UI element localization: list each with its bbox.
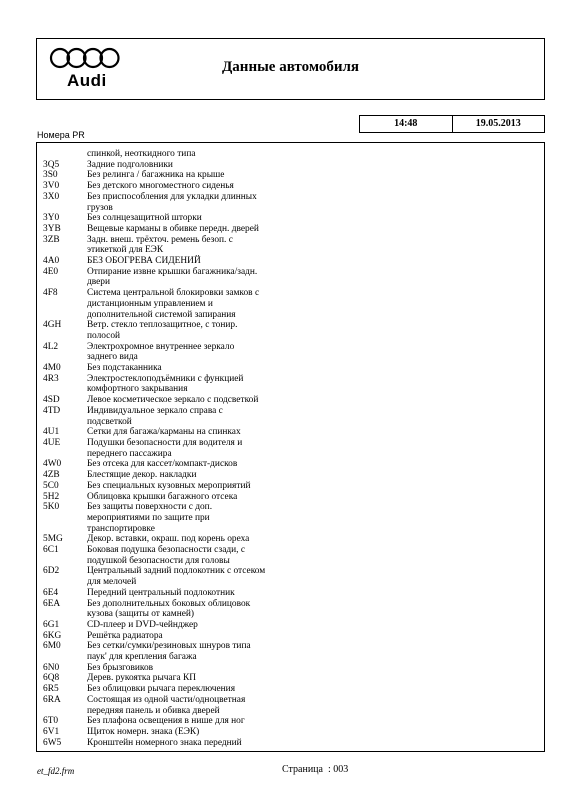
- table-row: [43, 588, 540, 599]
- pr-description: для мелочей: [87, 577, 137, 588]
- pr-description: Кронштейн номерного знака передний: [87, 737, 242, 748]
- timestamp-box: [359, 115, 545, 133]
- table-row: [43, 577, 540, 588]
- print-time: 14:48: [360, 116, 453, 132]
- pr-description: Левое косметическое зеркало с подсветкой: [87, 395, 259, 406]
- pr-description: этикеткой для ЕЭК: [87, 245, 164, 256]
- pr-description: спинкой, неоткидного типа: [87, 149, 196, 159]
- table-row: [43, 310, 540, 321]
- pr-code: 4GH: [43, 320, 62, 331]
- pr-description: Сетки для багажа/карманы на спинках: [87, 427, 241, 438]
- pr-code: 6G1: [43, 619, 60, 630]
- table-row: [43, 149, 540, 160]
- table-row: [43, 427, 540, 438]
- pr-description: паук' для крепления багажа: [87, 652, 197, 663]
- table-row: [43, 374, 540, 385]
- pr-description: Без солнцезащитной шторки: [87, 213, 202, 224]
- pr-code: 6N0: [43, 662, 60, 673]
- pr-description: подушкой безопасности для головы: [87, 555, 230, 566]
- pr-code: [43, 449, 87, 460]
- pr-code: [43, 513, 87, 524]
- pr-description: Блестящие декор. накладки: [87, 470, 197, 481]
- pr-code: [43, 310, 87, 321]
- table-row: [43, 652, 540, 663]
- table-row: [43, 352, 540, 363]
- table-row: [43, 684, 540, 695]
- table-row: [43, 288, 540, 299]
- pr-description: переднего пассажира: [87, 448, 172, 459]
- table-row: [43, 545, 540, 556]
- pr-description: Декор. вставки, окраш. под корень ореха: [87, 534, 250, 545]
- pr-code: [43, 352, 87, 363]
- table-row: [43, 706, 540, 717]
- table-row: [43, 203, 540, 214]
- table-row: [43, 299, 540, 310]
- table-row: [43, 438, 540, 449]
- pr-code: [43, 652, 87, 663]
- section-label: Номера PR: [37, 130, 85, 140]
- pr-code: 6E4: [43, 587, 59, 598]
- pr-description: Ветр. стекло теплозащитное, с тонир.: [87, 320, 238, 331]
- pr-description: Электростеклоподъёмники с функцией: [87, 373, 244, 384]
- pr-code: 6R5: [43, 684, 59, 695]
- table-row: [43, 609, 540, 620]
- header-frame: [36, 38, 545, 100]
- form-id: et_fd2.frm: [37, 766, 75, 776]
- pr-description: Решётка радиатора: [87, 630, 163, 641]
- pr-description: Задние подголовники: [87, 159, 173, 170]
- pr-code: [43, 417, 87, 428]
- table-row: [43, 502, 540, 513]
- pr-description: Без приспособления для укладки длинных: [87, 191, 257, 202]
- pr-code-table: [36, 142, 545, 752]
- pr-description: транспортировке: [87, 523, 155, 534]
- pr-code: 5C0: [43, 480, 59, 491]
- pr-description: Без детского многоместного сиденья: [87, 181, 234, 192]
- pr-code: 5K0: [43, 502, 60, 513]
- pr-description: Без облицовки рычага переключения: [87, 684, 236, 695]
- table-row: [43, 245, 540, 256]
- brand-wordmark: Audi: [67, 71, 107, 90]
- table-row: [43, 620, 540, 631]
- pr-code: 5H2: [43, 491, 60, 502]
- pr-description: подсветкой: [87, 416, 132, 427]
- pr-description: Без специальных кузовных мероприятий: [87, 480, 251, 491]
- pr-code: [43, 245, 87, 256]
- pr-code: 6V1: [43, 726, 60, 737]
- pr-code: 4E0: [43, 266, 59, 277]
- table-row: [43, 673, 540, 684]
- table-row: [43, 363, 540, 374]
- table-row: [43, 170, 540, 181]
- pr-code: [43, 609, 87, 620]
- table-row: [43, 481, 540, 492]
- pr-code: 3Q5: [43, 159, 60, 170]
- pr-description: Без брызговиков: [87, 662, 154, 673]
- table-row: [43, 235, 540, 246]
- pr-description: Подушки безопасности для водителя и: [87, 437, 243, 448]
- pr-code: 4ZB: [43, 470, 60, 481]
- pr-code: 6D2: [43, 566, 60, 577]
- page-number: : 003: [327, 764, 349, 775]
- pr-code: 3ZB: [43, 234, 60, 245]
- page-title: Данные автомобиля: [221, 59, 360, 75]
- pr-description: мероприятиями по защите при: [87, 512, 210, 523]
- pr-code: [43, 577, 87, 588]
- pr-code: 4A0: [43, 256, 60, 267]
- pr-code: 4F8: [43, 288, 58, 299]
- pr-code: 4L2: [43, 341, 59, 352]
- pr-code: 6M0: [43, 641, 61, 652]
- table-row: [43, 342, 540, 353]
- table-row: [43, 181, 540, 192]
- pr-code: 6RA: [43, 694, 61, 705]
- pr-description: кузова (защиты от камней): [87, 609, 195, 620]
- table-row: [43, 320, 540, 331]
- pr-description: заднего вида: [87, 352, 138, 363]
- table-row: [43, 631, 540, 642]
- pr-description: Отпирание извне крышки багажника/задн.: [87, 266, 258, 277]
- table-row: [43, 534, 540, 545]
- table-row: [43, 513, 540, 524]
- pr-description: БЕЗ ОБОГРЕВА СИДЕНИЙ: [87, 256, 201, 267]
- pr-description: Система центральной блокировки замков с: [87, 288, 260, 299]
- table-row: [43, 449, 540, 460]
- pr-code: 3S0: [43, 170, 58, 181]
- pr-code: 4M0: [43, 363, 61, 374]
- pr-code: 6T0: [43, 716, 59, 727]
- pr-code: 6KG: [43, 630, 62, 641]
- pr-code: [43, 299, 87, 310]
- pr-description: Без сетки/сумки/резиновых шнуров типа: [87, 641, 251, 652]
- pr-description: комфортного закрывания: [87, 384, 188, 395]
- table-row: [43, 524, 540, 535]
- pr-code: 3X0: [43, 191, 60, 202]
- table-row: [43, 267, 540, 278]
- table-row: [43, 459, 540, 470]
- pr-description: Без релинга / багажника на крыше: [87, 170, 225, 181]
- pr-description: дополнительной системой запирания: [87, 309, 236, 320]
- pr-code: 6C1: [43, 545, 59, 556]
- table-row: [43, 224, 540, 235]
- pr-code: [43, 524, 87, 535]
- pr-code: 5MG: [43, 534, 63, 545]
- pr-description: двери: [87, 277, 111, 288]
- table-row: [43, 599, 540, 610]
- table-row: [43, 716, 540, 727]
- pr-code: 6W5: [43, 737, 62, 748]
- pr-code: 4W0: [43, 459, 62, 470]
- pr-description: Боковая подушка безопасности сзади, с: [87, 545, 246, 556]
- table-row: [43, 406, 540, 417]
- table-row: [43, 160, 540, 171]
- table-row: [43, 192, 540, 203]
- pr-code: [43, 706, 87, 717]
- pr-description: Без дополнительных боковых облицовок: [87, 598, 251, 609]
- pr-code: [43, 384, 87, 395]
- pr-description: Состоящая из одной части/одноцветная: [87, 694, 246, 705]
- table-row: [43, 556, 540, 567]
- pr-code: [43, 331, 87, 342]
- pr-description: Дерев. рукоятка рычага КП: [87, 673, 197, 684]
- page-label: Страница: [282, 764, 323, 775]
- table-row: [43, 417, 540, 428]
- table-row: [43, 727, 540, 738]
- pr-description: CD-плеер и DVD-чейнджер: [87, 619, 198, 630]
- pr-description: Задн. внеш. трёхточ. ремень безоп. с: [87, 234, 233, 245]
- pr-code: 4U1: [43, 427, 60, 438]
- pr-description: Вещевые карманы в обивке передн. дверей: [87, 223, 259, 234]
- table-row: [43, 492, 540, 503]
- table-row: [43, 331, 540, 342]
- pr-code: 3YB: [43, 223, 61, 234]
- pr-description: Передний центральный подлокотник: [87, 587, 235, 598]
- table-row: [43, 395, 540, 406]
- pr-description: Электрохромное внутреннее зеркало: [87, 341, 235, 352]
- pr-code: 4SD: [43, 395, 60, 406]
- table-row: [43, 213, 540, 224]
- pr-code: [43, 203, 87, 214]
- pr-description: передняя панель и обивка дверей: [87, 705, 220, 716]
- pr-description: Облицовка крышки багажного отсека: [87, 491, 238, 502]
- table-row: [43, 384, 540, 395]
- table-row: [43, 663, 540, 674]
- table-row: [43, 277, 540, 288]
- pr-description: дистанционным управлением и: [87, 298, 213, 309]
- pr-code: [43, 556, 87, 567]
- pr-description: Центральный задний подлокотник с отсеком: [87, 566, 266, 577]
- table-row: [43, 641, 540, 652]
- pr-code: 3Y0: [43, 213, 60, 224]
- pr-description: Щиток номерн. знака (ЕЭК): [87, 726, 200, 737]
- pr-code: 4R3: [43, 373, 59, 384]
- pr-description: грузов: [87, 202, 113, 213]
- pr-code: 4UE: [43, 437, 61, 448]
- pr-description: Индивидуальное зеркало справа с: [87, 405, 223, 416]
- pr-code: [43, 277, 87, 288]
- page-indicator: [282, 764, 348, 775]
- pr-code-list: [43, 149, 540, 748]
- pr-code: [43, 149, 87, 160]
- pr-description: Без подстаканника: [87, 363, 162, 374]
- pr-code: 6Q8: [43, 673, 60, 684]
- print-date: 19.05.2013: [475, 118, 521, 129]
- pr-code: 4TD: [43, 405, 61, 416]
- table-row: [43, 256, 540, 267]
- pr-description: Без отсека для кассет/компакт-дисков: [87, 459, 238, 470]
- table-row: [43, 470, 540, 481]
- pr-description: Без плафона освещения в нише для ног: [87, 716, 245, 727]
- pr-code: 6EA: [43, 598, 61, 609]
- pr-code: 3V0: [43, 181, 60, 192]
- pr-description: полосой: [87, 330, 121, 341]
- table-row: [43, 566, 540, 577]
- table-row: [43, 695, 540, 706]
- table-row: [43, 738, 540, 749]
- pr-description: Без защиты поверхности с доп.: [87, 502, 213, 513]
